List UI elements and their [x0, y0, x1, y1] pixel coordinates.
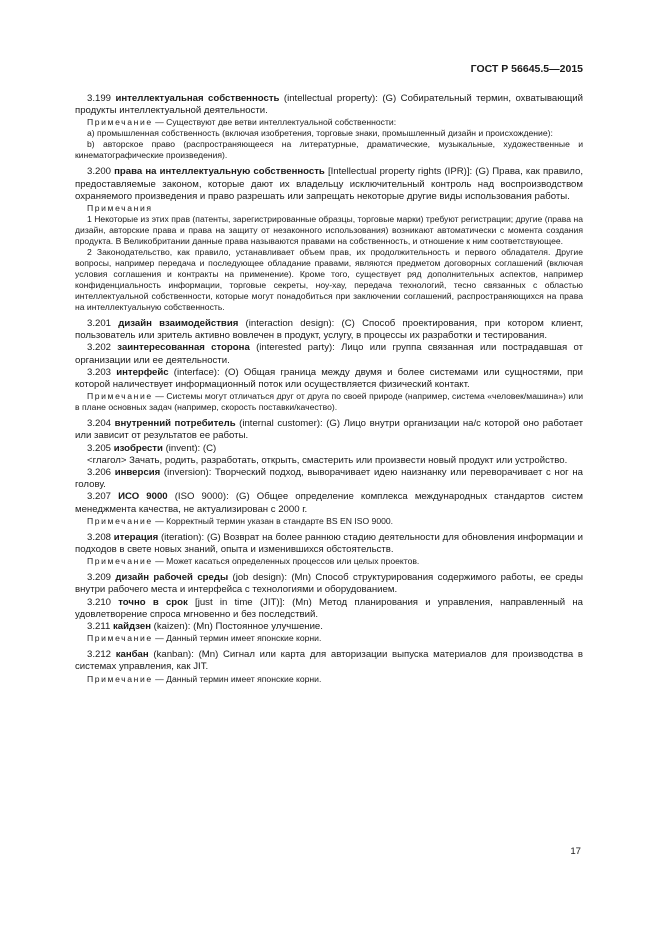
entry-number: 3.210: [87, 596, 112, 608]
entry-number: 3.201: [87, 318, 112, 330]
entry-term: ИСО 9000: [118, 491, 168, 503]
note-text: Системы могут отличаться друг от друга по своей природе (например, система «человек/машина») или в плане основных задач (например, скорость поставки/качество).: [75, 391, 583, 413]
note-3-200: [75, 203, 583, 313]
note-dash: —: [152, 633, 167, 644]
entry-3-199: [75, 93, 583, 117]
entry-definition: [Intellectual property rights (IPR)]: (G) Права, как правило, предоставляемые законом, которые дают их владельцу исключительный контроль над воспроизводством охраняемого произведения и право разрешать или запрещать некоторые другие виды использования работы.: [75, 166, 584, 202]
note-text: Может касаться определенных процессов или целых проектов.: [166, 556, 420, 567]
entry-3-205-line2: <глагол> Зачать, родить, разработать, открыть, смастерить или произвести новый продукт или устройство.: [87, 454, 568, 466]
entry-definition: (interested party): Лицо или группа связанная или пострадавшая от организации или ее деятельности.: [75, 342, 584, 366]
entry-definition: (ISO 9000): (G) Общее определение комплекса международных стандартов систем менеджмента качества, не актуализирован с 2000 г.: [75, 491, 584, 515]
entry-definition: (interface): (O) Общая граница между двумя и более системами или сущностями, при которой наличествует информационный поток или осуществляется физический контакт.: [75, 366, 583, 391]
entry-number: 3.211: [87, 621, 111, 633]
entry-term: внутренний потребитель: [114, 418, 236, 430]
entry-term: канбан: [115, 649, 149, 661]
entry-definition: (kanban): (Mn) Сигнал или карта для авторизации выпуска материалов для производства в системах управления, как JIT.: [75, 649, 584, 673]
entry-definition: (iteration): (G) Возврат на более раннюю стадию деятельности для обновления информации и подходов в свете новых знаний, опыта и изменившихся обстоятельств.: [75, 531, 583, 556]
entry-number: 3.202: [87, 342, 112, 354]
note-label: Примечания: [87, 203, 153, 214]
note-3-203: [75, 391, 583, 413]
entry-definition: (inversion): Творческий подход, выворачивает идею наизнанку или переворачивает с ног на голову.: [75, 467, 583, 491]
entry-3-208: [75, 532, 583, 556]
entry-term: точно в срок: [118, 596, 188, 608]
entry-3-202: [75, 342, 583, 366]
entry-3-205: [75, 443, 583, 455]
entry-3-207: [75, 491, 583, 515]
entry-3-204: [75, 418, 583, 442]
entry-definition: (kaizen): (Mn) Постоянное улучшение.: [150, 621, 323, 633]
entry-term: дизайн взаимодействия: [118, 318, 239, 330]
entry-number: 3.200: [87, 166, 112, 178]
entry-term: изобрести: [113, 442, 163, 454]
note-text: Данный термин имеет японские корни.: [166, 633, 322, 644]
note-item-2: 2 Законодательство, как правило, устанавливает объем прав, их продолжительность и первого обладателя. Другие вопросы, например передача и последующее обладание правами, являются предметом договорных соглашений (включая условия соглашения и контракты на применение). Кроме того, существует ряд дополнительных аспектов, например конфиденциальность информации, торговые секреты, ноу-хау, передача технологий, тесно связанных с областью интеллектуальной собственности, которые могут понадобиться при заключении соглашений, распространяющихся на права на интеллектуальную собственность.: [75, 247, 583, 313]
note-item-b: b) авторское право (распространяющееся на литературные, драматические, музыкальные, художественные и кинематографические произведения).: [75, 139, 583, 161]
entry-definition: (internal customer): (G) Лицо внутри организации на/с которой оно работает или зависит от результатов ее работы.: [75, 418, 583, 442]
entry-3-206: [75, 467, 583, 491]
entry-number: 3.203: [87, 366, 112, 378]
entry-term: права на интеллектуальную собственность: [114, 166, 325, 178]
note-label: Примечание: [87, 391, 153, 402]
entry-definition: (interaction design): (C) Способ проектирования, при котором клиент, пользователь или зритель активно вовлечен в продукт, услугу, в процессы их разработки и тестирования.: [75, 318, 583, 342]
note-3-212: [75, 674, 583, 685]
note-text: Данный термин имеет японские корни.: [166, 673, 322, 684]
note-3-199: [75, 117, 583, 161]
note-3-207: [75, 516, 583, 527]
entry-number: 3.206: [87, 467, 112, 479]
entry-3-209: [75, 572, 583, 596]
entry-number: 3.204: [87, 418, 112, 430]
page-number: 17: [570, 846, 581, 857]
entry-3-200: [75, 166, 583, 203]
entry-number: 3.207: [87, 491, 112, 503]
note-item-1: 1 Некоторые из этих прав (патенты, зарегистрированные образцы, торговые марки) требуют регистрации; другие (права на дизайн, авторские права и права на защиту от незаконного использования) возникают автоматически с момента создания продукта. В Великобритании данные права называются правами на собственность, и отношение к ним соответствующее.: [75, 214, 583, 247]
note-label: Примечание: [87, 673, 153, 684]
note-dash: —: [152, 673, 167, 684]
entry-term: дизайн рабочей среды: [115, 572, 229, 584]
note-label: Примечание: [87, 515, 153, 526]
standard-header: ГОСТ Р 56645.5—2015: [470, 63, 583, 75]
entry-term: инверсия: [114, 467, 161, 479]
entry-3-201: [75, 318, 583, 342]
entry-3-212: [75, 649, 583, 673]
entry-term: интерфейс: [116, 366, 169, 378]
note-text: Существуют две ветви интеллектуальной собственности:: [166, 117, 397, 128]
entry-number: 3.205: [87, 442, 112, 454]
entry-term: итерация: [113, 531, 159, 543]
note-3-208: [75, 556, 583, 567]
entry-term: заинтересованная сторона: [117, 342, 250, 354]
entry-number: 3.208: [87, 531, 112, 543]
note-dash: —: [152, 117, 167, 128]
entry-definition: (invent): (C): [162, 442, 217, 454]
entry-3-211: [75, 621, 583, 633]
entry-number: 3.212: [87, 649, 112, 661]
note-item-a: a) промышленная собственность (включая изобретения, торговые знаки, промышленный дизайн и происхождение):: [87, 128, 553, 139]
entry-3-203: [75, 367, 583, 391]
entry-number: 3.199: [87, 93, 112, 104]
note-dash: —: [152, 515, 167, 526]
entry-definition: [just in time (JIT)]: (Mn) Метод планирования и управления, направленный на удовлетворение спроса мгновенно и без последствий.: [75, 596, 583, 620]
note-label: Примечание: [87, 556, 153, 567]
note-label: Примечание: [87, 117, 153, 128]
note-label: Примечание: [87, 633, 153, 644]
entry-definition: (job design): (Mn) Способ структурирования содержимого работы, ее среды внутри рабочего места и интерфейса с технологиями и оборудованием.: [75, 572, 583, 596]
entry-term: интеллектуальная собственность: [115, 93, 280, 104]
note-3-211: [75, 633, 583, 644]
note-dash: —: [152, 391, 167, 402]
note-text: Корректный термин указан в стандарте BS EN ISO 9000.: [166, 515, 394, 526]
entry-definition: (intellectual property): (G) Собирательный термин, охватывающий продукты интеллектуальной деятельности.: [75, 93, 584, 117]
note-dash: —: [152, 556, 167, 567]
entry-number: 3.209: [87, 572, 112, 584]
entry-3-210: [75, 597, 583, 621]
document-body: [75, 93, 583, 690]
entry-term: кайдзен: [112, 621, 151, 633]
